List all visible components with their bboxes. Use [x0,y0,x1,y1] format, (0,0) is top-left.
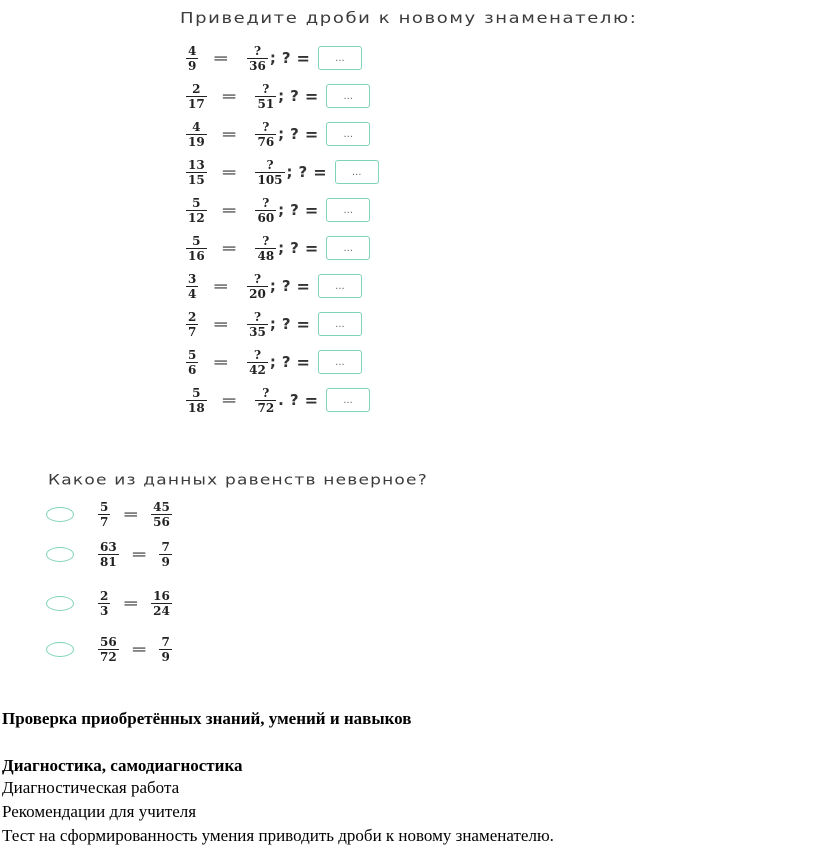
unknown-label: ? [290,87,299,105]
fraction-row [186,79,370,113]
text-line-1: Диагностическая работа [2,778,180,797]
equals-sign: = [296,48,310,68]
unknown-numerator: ? [262,195,270,210]
question-title: Какое из данных равенств неверное? [48,472,428,489]
left-fraction-numerator: 5 [100,499,109,514]
equals-sign: = [122,594,140,612]
left-fraction-denominator: 7 [100,514,109,529]
equals-sign: = [296,314,310,334]
answer-input[interactable]: ... [326,84,370,108]
fraction-row [186,307,362,341]
target-denominator: 20 [249,286,266,301]
separator: ; [269,49,276,67]
unknown-numerator: ? [262,81,270,96]
given-fraction-denominator: 7 [188,324,197,339]
given-fraction [186,235,207,262]
radio-button[interactable] [46,547,74,562]
equals-sign: = [220,87,238,105]
right-fraction-numerator: 16 [153,588,170,603]
equals-sign: = [212,353,230,371]
target-fraction [255,387,276,414]
target-fraction [247,45,268,72]
left-fraction [98,636,119,663]
equals-sign: = [304,238,319,258]
left-fraction [98,541,119,568]
given-fraction [186,197,207,224]
given-fraction-numerator: 5 [192,195,201,210]
fraction-row [186,41,362,75]
separator: ; [269,315,276,333]
right-fraction-numerator: 7 [161,539,170,554]
answer-input[interactable]: ... [326,388,370,412]
fraction-row [186,345,362,379]
given-fraction [186,121,207,148]
given-fraction [186,387,207,414]
target-denominator: 105 [257,172,283,187]
right-fraction-denominator: 24 [153,603,170,618]
task-title: Приведите дроби к новому знаменателю: [180,10,638,28]
answer-input[interactable]: ... [318,312,362,336]
check-heading: Проверка приобретённых знаний, умений и навыков [2,709,412,728]
target-fraction [255,121,276,148]
target-fraction [247,349,268,376]
separator: ; [278,125,285,143]
left-fraction [98,501,110,528]
target-denominator: 35 [249,324,266,339]
given-fraction-denominator: 17 [188,96,205,111]
target-denominator: 72 [257,400,275,415]
unknown-label: ? [289,391,299,409]
given-fraction-denominator: 15 [188,172,205,187]
given-fraction-denominator: 12 [188,210,205,225]
fraction-row [186,193,370,227]
separator: ; [278,87,285,105]
equals-sign: = [130,545,148,563]
target-denominator: 60 [257,210,275,225]
answer-input[interactable]: ... [326,122,370,146]
equals-sign: = [296,352,310,372]
unknown-label: ? [281,49,291,67]
given-fraction [186,311,198,338]
answer-option[interactable] [46,537,172,571]
target-denominator: 51 [257,96,275,111]
left-fraction [98,590,110,617]
equals-sign: = [212,49,230,67]
target-denominator: 76 [257,134,275,149]
right-fraction [159,636,171,663]
answer-option[interactable] [46,586,172,620]
equals-sign: = [220,391,238,409]
radio-button[interactable] [46,596,74,611]
right-fraction [151,590,172,617]
unknown-numerator: ? [253,347,261,362]
target-fraction [255,235,276,262]
fraction-row [186,269,362,303]
left-fraction-denominator: 81 [100,554,117,569]
radio-button[interactable] [46,507,74,522]
unknown-numerator: ? [253,271,261,286]
target-denominator: 48 [257,248,275,263]
unknown-numerator: ? [253,309,261,324]
separator: ; [278,239,285,257]
unknown-label: ? [298,163,308,181]
given-fraction-numerator: 3 [188,271,197,286]
unknown-label: ? [290,201,299,219]
separator: ; [278,201,285,219]
separator: . [278,391,284,409]
equals-sign: = [304,200,319,220]
unknown-numerator: ? [266,157,274,172]
fraction-row [186,117,370,151]
equals-sign: = [130,640,148,658]
fraction-row [186,155,379,189]
given-fraction [186,83,207,110]
text-line-2: Рекомендации для учителя [2,802,197,821]
unknown-numerator: ? [262,119,270,134]
unknown-numerator: ? [262,233,270,248]
equals-sign: = [296,276,310,296]
given-fraction-denominator: 18 [188,400,205,415]
equals-sign: = [220,239,238,257]
equals-sign: = [220,163,238,181]
radio-button[interactable] [46,642,74,657]
equals-sign: = [304,390,318,410]
given-fraction-numerator: 2 [192,81,201,96]
answer-input[interactable]: ... [326,198,370,222]
separator: ; [269,277,276,295]
answer-input[interactable]: ... [326,236,370,260]
unknown-numerator: ? [253,43,261,58]
diagnostics-heading: Диагностика, самодиагностика [2,756,243,775]
equals-sign: = [220,201,238,219]
given-fraction [186,273,198,300]
separator: ; [269,353,276,371]
left-fraction-numerator: 63 [100,539,117,554]
unknown-label: ? [290,125,299,143]
target-fraction [247,311,268,338]
given-fraction-numerator: 5 [192,385,201,400]
given-fraction-numerator: 5 [192,233,201,248]
left-fraction-denominator: 72 [100,649,117,664]
fraction-row [186,231,370,265]
target-fraction [247,273,268,300]
answer-input[interactable]: ... [335,160,379,184]
given-fraction [186,159,207,186]
unknown-label: ? [281,353,291,371]
target-fraction [255,197,276,224]
right-fraction-denominator: 56 [153,514,170,529]
equals-sign: = [122,505,140,523]
given-fraction-numerator: 4 [188,43,197,58]
unknown-label: ? [290,239,299,257]
equals-sign: = [220,125,238,143]
right-fraction [159,541,171,568]
given-fraction-denominator: 16 [188,248,205,263]
right-fraction-numerator: 7 [161,634,170,649]
right-fraction [151,501,172,528]
right-fraction-numerator: 45 [153,499,170,514]
text-line-3: Тест на сформированность умения приводить дроби к новому знаменателю. [2,826,554,845]
unknown-label: ? [281,315,291,333]
given-fraction [186,349,198,376]
equals-sign: = [212,277,230,295]
given-fraction-numerator: 5 [188,347,197,362]
answer-option[interactable] [46,632,172,666]
answer-input[interactable]: ... [318,274,362,298]
target-fraction [255,159,284,186]
unknown-label: ? [281,277,291,295]
left-fraction-numerator: 56 [100,634,117,649]
fraction-row [186,383,370,417]
equals-sign: = [304,124,319,144]
equals-sign: = [304,86,319,106]
unknown-numerator: ? [262,385,270,400]
left-fraction-numerator: 2 [100,588,109,603]
right-fraction-denominator: 9 [161,649,170,664]
given-fraction-denominator: 4 [188,286,197,301]
given-fraction-denominator: 6 [188,362,197,377]
target-fraction [255,83,276,110]
given-fraction-denominator: 19 [188,134,205,149]
given-fraction-numerator: 4 [192,119,201,134]
target-denominator: 42 [249,362,266,377]
given-fraction-numerator: 2 [188,309,197,324]
answer-option[interactable] [46,497,172,531]
equals-sign: = [313,162,327,182]
given-fraction [186,45,198,72]
answer-input[interactable]: ... [318,350,362,374]
equals-sign: = [212,315,230,333]
right-fraction-denominator: 9 [161,554,170,569]
given-fraction-numerator: 13 [188,157,205,172]
given-fraction-denominator: 9 [188,58,197,73]
target-denominator: 36 [249,58,266,73]
answer-input[interactable]: ... [318,46,362,70]
separator: ; [286,163,293,181]
left-fraction-denominator: 3 [100,603,109,618]
